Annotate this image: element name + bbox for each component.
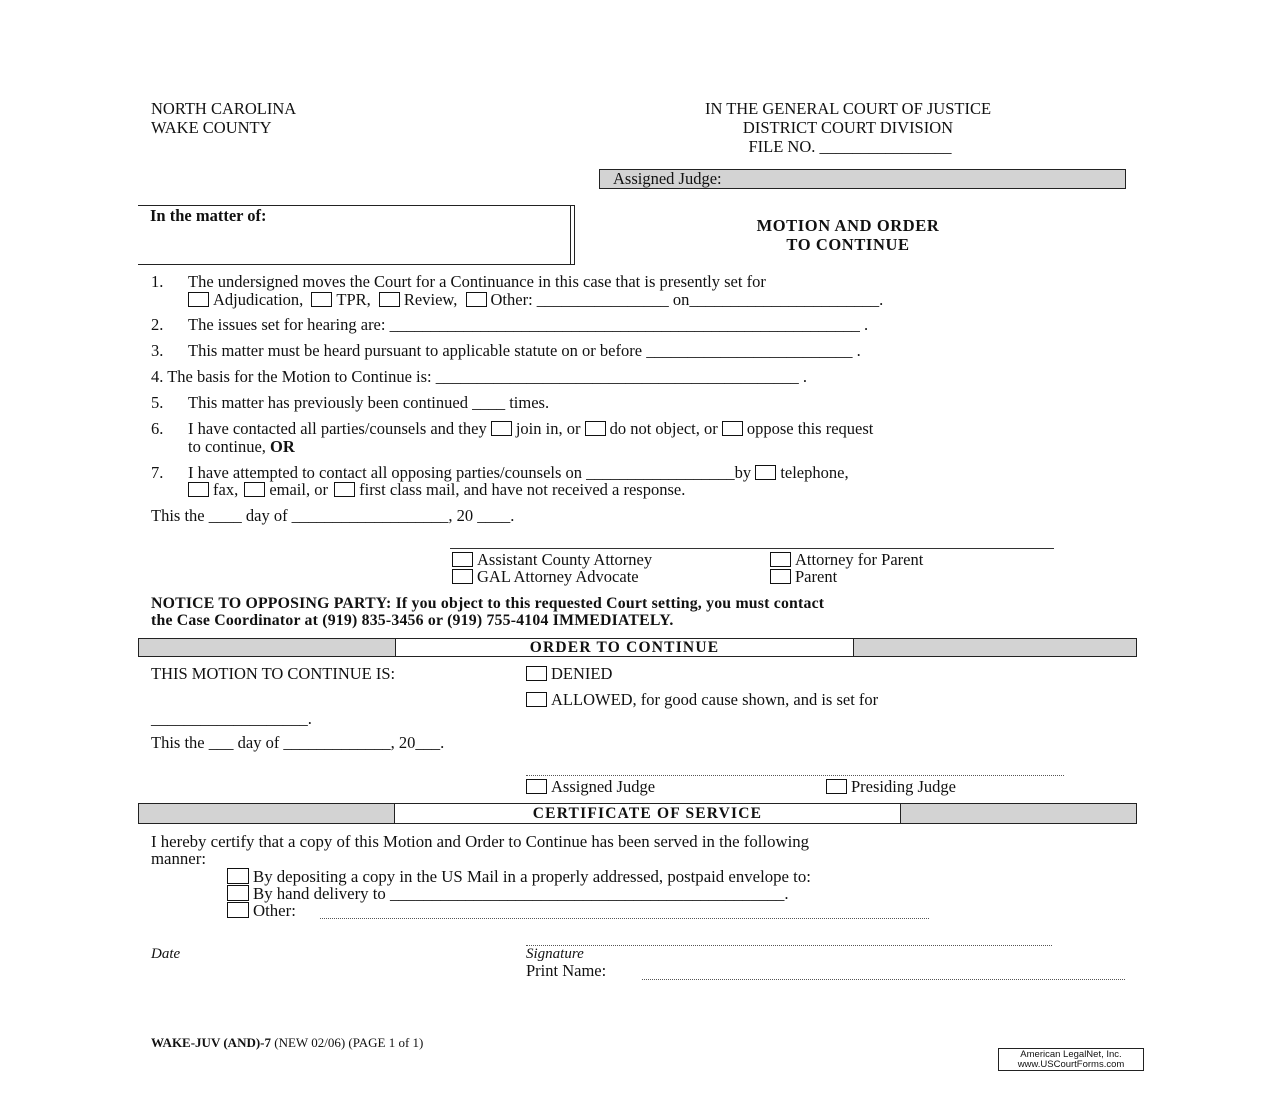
item-4[interactable]: 4. The basis for the Motion to Continue is: ____________________________________________ . (151, 367, 808, 386)
form-title-line2: TO CONTINUE (786, 235, 910, 254)
item-1-text: The undersigned moves the Court for a Continuance in this case that is presently set for (188, 272, 766, 291)
item-2-text[interactable]: The issues set for hearing are: _________________________________________________________ . (188, 315, 869, 334)
allowed-date-blank[interactable]: ___________________. (151, 709, 312, 728)
certificate-line1: I hereby certify that a copy of this Motion and Order to Continue has been served in the following (151, 832, 810, 851)
brand-line1: American LegalNet, Inc. (1020, 1049, 1122, 1060)
signer-signature-line[interactable] (450, 548, 1054, 549)
item-6-text-e: to continue, (188, 437, 266, 456)
motion-date-line[interactable]: This the ____ day of ___________________, 20 ____. (151, 506, 515, 525)
join-in-label: join in, or (515, 419, 581, 438)
form-title-line1: MOTION AND ORDER (756, 216, 940, 235)
us-mail-checkbox[interactable] (227, 868, 249, 884)
adjudication-checkbox[interactable] (188, 292, 209, 307)
other-service-line[interactable] (320, 918, 929, 919)
allowed-label: ALLOWED, for good cause shown, and is set for (551, 690, 879, 709)
presiding-judge-label: Presiding Judge (851, 777, 956, 796)
file-no: FILE NO. ________________ (748, 137, 952, 156)
assigned-judge-label: Assigned Judge: (613, 169, 722, 188)
attorney-for-parent-label: Attorney for Parent (795, 550, 924, 569)
form-id: WAKE-JUV (AND)-7 (151, 1035, 272, 1050)
item-6-continued (188, 438, 295, 456)
item-5-number: 5. (151, 393, 164, 412)
matter-box[interactable] (138, 205, 575, 265)
form-footer-rest: (NEW 02/06) (PAGE 1 of 1) (274, 1035, 424, 1050)
item-5 (151, 394, 549, 412)
item-6-number: 6. (151, 419, 164, 438)
item-2 (151, 316, 868, 334)
assigned-judge-checkbox[interactable] (526, 779, 547, 794)
item-1-options (188, 291, 883, 309)
item-6 (151, 420, 873, 438)
notice-line1: NOTICE TO OPPOSING PARTY: If you object to this requested Court setting, you must contact (151, 595, 825, 612)
item-5-text[interactable]: This matter has previously been continued ____ times. (188, 393, 550, 412)
item-3 (151, 342, 861, 360)
order-date-line[interactable]: This the ___ day of _____________, 20___. (151, 733, 445, 752)
presiding-judge-option (826, 778, 956, 796)
denied-option (526, 665, 612, 683)
do-not-object-label: do not object, or (609, 419, 718, 438)
brand-line2: www.USCourtForms.com (1017, 1059, 1125, 1070)
judge-options (526, 778, 655, 796)
signature-label: Signature (526, 946, 584, 962)
item-7-number: 7. (151, 463, 164, 482)
gal-attorney-advocate-checkbox[interactable] (452, 569, 473, 584)
telephone-label: telephone, (780, 463, 849, 482)
oppose-checkbox[interactable] (722, 421, 743, 436)
motion-is-label: THIS MOTION TO CONTINUE IS: (151, 664, 396, 683)
certificate-heading: CERTIFICATE OF SERVICE (394, 803, 901, 824)
email-checkbox[interactable] (244, 482, 265, 497)
fax-checkbox[interactable] (188, 482, 209, 497)
parent-label: Parent (795, 567, 838, 586)
assistant-county-attorney-checkbox[interactable] (452, 552, 473, 567)
item-7-text-a[interactable]: I have attempted to contact all opposing parties/counsels on __________________by (188, 463, 752, 482)
certificate-line2: manner: (151, 849, 206, 868)
notice-line2: the Case Coordinator at (919) 835-3456 or (919) 755-4104 IMMEDIATELY. (151, 612, 674, 629)
oppose-label: oppose this request (746, 419, 874, 438)
print-name-label: Print Name: (526, 961, 607, 980)
hand-delivery-label[interactable]: By hand delivery to _______________________________________________. (253, 884, 789, 903)
certificate-text (151, 833, 809, 868)
presiding-judge-checkbox[interactable] (826, 779, 847, 794)
allowed-option (526, 691, 878, 709)
signer-options (452, 551, 652, 586)
join-in-checkbox[interactable] (491, 421, 512, 436)
assistant-county-attorney-label: Assistant County Attorney (477, 550, 653, 569)
signer-options-right (770, 551, 923, 586)
item-6-or: OR (270, 437, 295, 456)
brand-box (998, 1048, 1144, 1071)
order-heading: ORDER TO CONTINUE (395, 638, 854, 657)
other-service-checkbox[interactable] (227, 902, 249, 918)
item-6-text-a: I have contacted all parties/counsels and they (188, 419, 487, 438)
gal-attorney-advocate-label: GAL Attorney Advocate (477, 567, 639, 586)
item-3-text[interactable]: This matter must be heard pursuant to applicable statute on or before _________________________ . (188, 341, 861, 360)
item-3-number: 3. (151, 341, 164, 360)
email-label: email, or (269, 480, 328, 499)
allowed-checkbox[interactable] (526, 692, 547, 707)
do-not-object-checkbox[interactable] (585, 421, 606, 436)
review-checkbox[interactable] (379, 292, 400, 307)
state-label: NORTH CAROLINA (151, 99, 297, 118)
review-label: Review, (403, 290, 458, 309)
item-2-number: 2. (151, 315, 164, 334)
notice (151, 595, 824, 630)
item-1-number: 1. (151, 272, 164, 291)
service-options (227, 868, 811, 920)
attorney-for-parent-checkbox[interactable] (770, 552, 791, 567)
tpr-checkbox[interactable] (311, 292, 332, 307)
assigned-judge-box[interactable] (599, 169, 1126, 189)
item-7-continued (188, 481, 685, 499)
court-heading (598, 100, 1098, 156)
item-1 (151, 273, 766, 291)
denied-label: DENIED (551, 664, 613, 683)
denied-checkbox[interactable] (526, 666, 547, 681)
form-title (648, 216, 1048, 254)
matter-label: In the matter of: (150, 206, 267, 225)
assigned-judge-label: Assigned Judge (551, 777, 656, 796)
county-label: WAKE COUNTY (151, 118, 272, 137)
judge-signature-line[interactable] (526, 775, 1064, 776)
court-line2: DISTRICT COURT DIVISION (742, 118, 954, 137)
tpr-label: TPR, (336, 290, 371, 309)
print-name-line[interactable] (642, 979, 1125, 980)
first-class-mail-checkbox[interactable] (334, 482, 355, 497)
telephone-checkbox[interactable] (755, 465, 776, 480)
adjudication-label: Adjudication, (213, 290, 304, 309)
court-line1: IN THE GENERAL COURT OF JUSTICE (704, 99, 992, 118)
other-label[interactable]: Other: ________________ on_______________________. (490, 290, 884, 309)
other-checkbox[interactable] (466, 292, 487, 307)
hand-delivery-checkbox[interactable] (227, 885, 249, 901)
us-mail-label: By depositing a copy in the US Mail in a properly addressed, postpaid envelope to: (253, 867, 811, 886)
first-class-mail-label: first class mail, and have not received a response. (359, 480, 686, 499)
certificate-signature-line[interactable] (526, 945, 1052, 946)
fax-label: fax, (213, 480, 239, 499)
form-footer (151, 1035, 423, 1051)
other-service-label: Other: (253, 901, 296, 920)
date-label: Date (151, 946, 181, 962)
parent-checkbox[interactable] (770, 569, 791, 584)
